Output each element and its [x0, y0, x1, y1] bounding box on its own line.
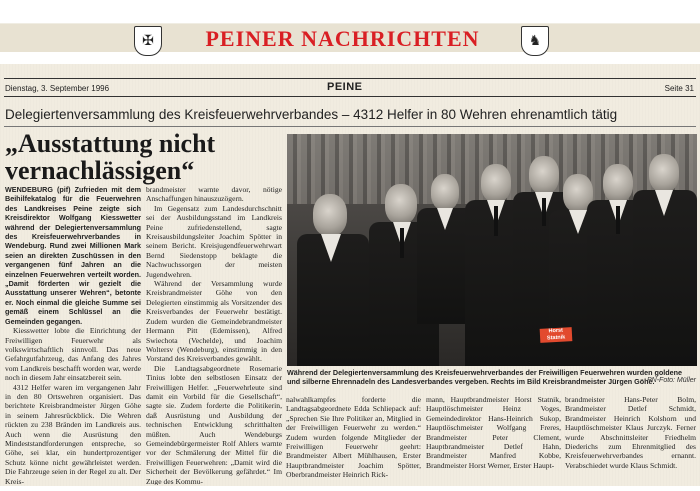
group-photo [287, 134, 697, 366]
article-column-1 [5, 185, 141, 485]
paragraph: Kiesswetter lobte die Einrichtung der Freiwilligen Feuerwehr als volkswirtschaftlich sinnvoll. Das neue Gefahrgutfahrzeug, das Anfang des Jahres vom Landkreis beschafft worden war, werde noch in diesem Jahr einsatzbereit sein. [5, 326, 141, 383]
section-name: PEINE [327, 81, 363, 93]
photo-person [297, 194, 377, 366]
issue-date: Dienstag, 3. September 1996 [5, 84, 110, 93]
article-column-2 [146, 185, 282, 485]
paragraph: 4312 Helfer waren im vergangenen Jahr in den 80 Ortswehren organisiert. Das berichtete Kreisbrandmeister Jürgen Göhe in seinem Jahresrückblick. Die Wehren rückten zu 238 Bränden im Landkreis aus. Auch wenn die Ausrüstung den Mindeststandforderungen entspreche, so Göhe, sei klar, ein hundertprozentiger Schutz könne nicht gewährleistet werden. Die Fahrzeuge seien in der Regel zu alt. Der Kreis- [5, 382, 141, 485]
dateline-rule [4, 96, 696, 97]
masthead [0, 0, 700, 64]
newspaper-title: PEINER NACHRICHTEN [205, 26, 480, 51]
name-stamp: Horst Statnik [540, 327, 573, 343]
article-headline: „Ausstattung nicht vernachlässigen“ [5, 129, 216, 185]
article-column-5: brandmeister Hans-Peter Bolm, Brandmeister Detlef Schmidt, Brandmeister Heinrich Kolshorn und Hauptlöschmeister Klaus Jurczyk. Ferner wurde Abschnittsleiter Friedhelm Diederichs zum Ehrenmitglied des Kreisfeuerwehrverbandes ernannt. Verabschiedet wurde Klaus Schmidt. [565, 395, 696, 470]
photo-person [633, 154, 697, 366]
paragraph: Im Gegensatz zum Landesdurchschnitt sei der Ausbildungsstand im Landkreis Peine zufriedenstellend, sagte Kreisausbildungsleiter Joachim Spötter in seinem Bericht. Kreisjugendfeuerwehrwart Bernd Siedenstopp beklagte die Nachwuchssorgen der meisten Jugendwehren. [146, 203, 282, 279]
page-number: Seite 31 [664, 84, 694, 93]
article-column-3: nalwahlkampfes forderte die Landtagsabgeordnete Edda Schliepack auf: „Sprechen Sie Ihre Politiker an, Mitglied in der Freiwilligen Feuerwehr zu werden.“ Zudem wurden folgende Mitglieder der Freiwilligen Feuerwehr geehrt: Brandmeister Albert Mühlhausen, Erster Hauptbrandmeister Joachim Spötter, Oberbrandmeister Heinrich Rick- [286, 395, 421, 480]
page-edge [0, 486, 700, 491]
top-rule [4, 78, 696, 79]
photo-caption: Während der Delegiertenversammlung des Kreisfeuerwehrverbandes der Freiwilligen Feuerwehren wurden goldene und silberne Ehrennadeln des Landesverbandes vergeben. Rechts im Bild Kreisbrandmeister Jürgen Göhe. [287, 368, 683, 386]
paragraph: Während der Versammlung wurde Kreisbrandmeister Göhe von den Delegierten einstimmig als Vorsitzender des Kreisverbandes der Feuerwehr bestätigt. Zudem wurden die Gemeindebrandmeister Hermann Pitt (Edemissen), Alfred Swiechota (Vechelde), und Joachim Woltersv (Wendeburg), einstimmig in den Vorstand des Kreisverbandes gewählt. [146, 279, 282, 364]
horse-crest-icon: ♞ [521, 26, 549, 56]
article-lead: WENDEBURG (pif) Zufrieden mit dem Beihilfekatalog für die Feuerwehren des Landkreises Peine zeigte sich Kreisdirektor Wolfgang Kiesswetter während der Delegiertenversammlung des Kreisfeuerwehrverbandes in Wendeburg. Rund zwei Millionen Mark seien an direkten Zuschüssen in den vergangenen fünf Jahren an die einzelnen Feuerwehren verteilt worden. „Damit förderten wir gezielt die Ausstattung unserer Wehren“, betonte er. Noch einmal die gleiche Summe sei gemäß einem Schlüssel an die Gemeinden gegangen. [5, 185, 141, 326]
article-column-4: mann, Hauptbrandmeister Horst Statnik, Hauptlöschmeister Heinz Voges, Gemeindedirektor Hans-Heinrich Sukop, Hauptlöschmeister Wolfgang Freres, Brandmeister Peter Clement, Hauptbrandmeister Detlef Hahn, Brandmeister Manfred Kobbe, Brandmeister Horst Werner, Erster Haupt- [426, 395, 561, 470]
paragraph: Die Landtagsabgeordnete Rosemarie Tinius lobte den selbstlosen Einsatz der Freiwilligen Helfer. „Feuerwehrleute sind damit ein Vorbild für die Gesellschaft“, sagte sie. Zudem forderte die Politikerin, daß Ausrüstung und Ausbildung der technischen Entwicklung schritthalten müßten. Auch Wendeburgs Gemeindebürgermeister Rolf Ahlers warnte vor der Schmälerung der Mittel für die Freiwilligen Feuerwehren: „Damit wird die Sicherheit der Bevölkerung gefährdet.“ Im Zuge des Kommu- [146, 363, 282, 485]
paragraph: brandmeister warnte davor, nötige Anschaffungen hinauszuzögern. [146, 185, 282, 204]
article-kicker: Delegiertenversammlung des Kreisfeuerwehrverbandes – 4312 Helfer in 80 Wehren ehrenamtlich tätig [5, 107, 618, 122]
coat-of-arms-icon: ✠ [134, 26, 162, 56]
photo-credit: PN-Foto: Müller [646, 377, 696, 384]
kicker-rule [4, 126, 696, 127]
